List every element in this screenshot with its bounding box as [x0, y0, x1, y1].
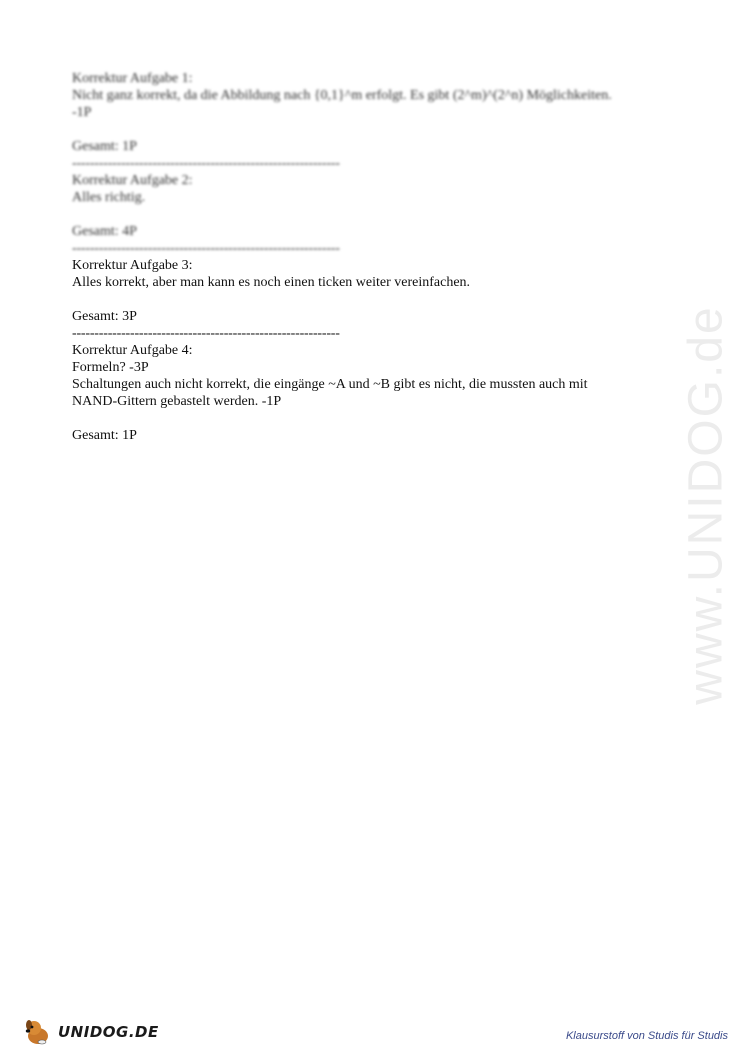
aufgabe-2-comment: Alles richtig.	[72, 190, 146, 205]
aufgabe-2-title: Korrektur Aufgabe 2:	[72, 173, 193, 188]
separator-3: ------------------------------------------------------------	[72, 326, 340, 341]
aufgabe-3-title: Korrektur Aufgabe 3:	[72, 258, 193, 273]
aufgabe-1-deduction: -1P	[72, 105, 92, 120]
blurred-section-aufgabe-1	[72, 70, 692, 172]
aufgabe-2-total: Gesamt: 4P	[72, 224, 137, 239]
aufgabe-4-title: Korrektur Aufgabe 4:	[72, 343, 193, 358]
dog-icon	[22, 1016, 54, 1048]
aufgabe-1-comment: Nicht ganz korrekt, da die Abbildung nach {0,1}^m erfolgt. Es gibt (2^m)^(2^n) Möglichkeiten.	[72, 88, 612, 103]
aufgabe-4-circuits: Schaltungen auch nicht korrekt, die eingänge ~A und ~B gibt es nicht, die mussten auch mit	[72, 377, 588, 392]
separator-2: ------------------------------------------------------------	[72, 241, 340, 256]
footer-tagline: Klausurstoff von Studis für Studis	[565, 1030, 728, 1042]
section-aufgabe-3	[72, 257, 692, 342]
unidog-logo	[22, 1014, 162, 1050]
aufgabe-1-title: Korrektur Aufgabe 1:	[72, 71, 193, 86]
aufgabe-3-total: Gesamt: 3P	[72, 309, 137, 324]
aufgabe-1-total: Gesamt: 1P	[72, 139, 137, 154]
aufgabe-3-comment: Alles korrekt, aber man kann es noch einen ticken weiter vereinfachen.	[72, 275, 471, 290]
document-content	[72, 70, 692, 444]
blurred-section-aufgabe-2	[72, 172, 692, 257]
watermark	[676, 270, 736, 740]
watermark-text: www.UNIDOG.de	[679, 305, 733, 705]
section-aufgabe-4	[72, 342, 692, 444]
aufgabe-4-formulas: Formeln? -3P	[72, 360, 149, 375]
aufgabe-4-total: Gesamt: 1P	[72, 428, 137, 443]
separator-1: ------------------------------------------------------------	[72, 156, 340, 171]
logo-text: UNIDOG.DE	[58, 1023, 159, 1041]
aufgabe-4-nand: NAND-Gittern gebastelt werden. -1P	[72, 394, 282, 409]
